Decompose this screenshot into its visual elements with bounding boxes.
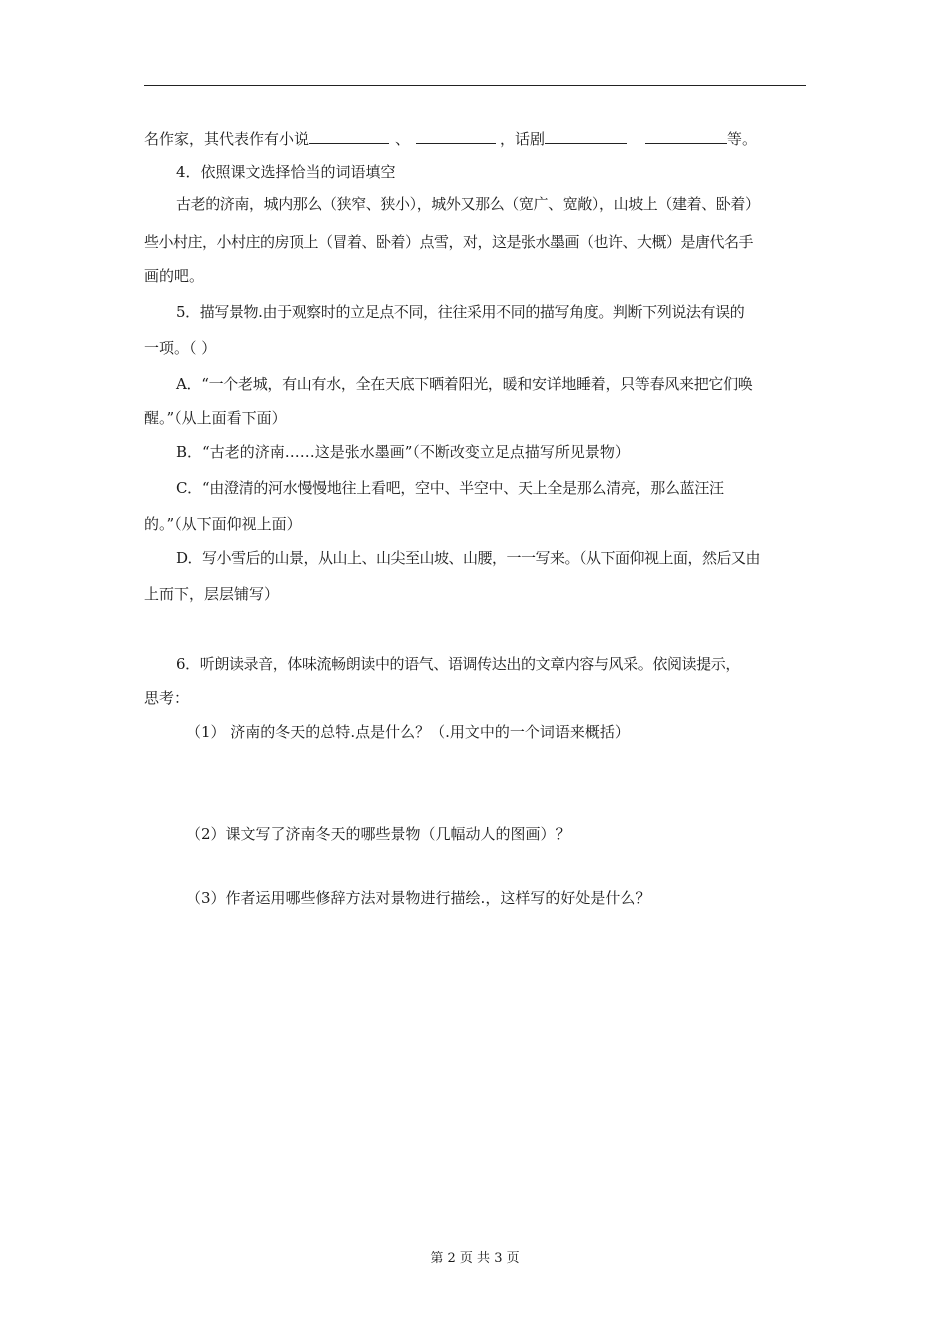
page-footer: 第 2 页 共 3 页 [430, 1251, 520, 1266]
q5-option-a-line-2: 醒。”（从上面看下面） [144, 409, 287, 427]
q3-blank-3[interactable] [545, 128, 627, 144]
q5-stem-line-1: 5．描写景物.由于观察时的立足点不同，往往采用不同的描写角度。判断下列说法有误的 [176, 303, 745, 321]
q3-sep1: 、 [395, 130, 411, 148]
q3-blank-4[interactable] [645, 128, 727, 144]
q6-stem-line-2: 思考： [144, 689, 190, 707]
q4-passage-line-1: 古老的济南，城内那么（狭窄、狭小），城外又那么（宽广、宽敞），山坡上（建着、卧着） [176, 195, 760, 213]
q5-option-a-line-1: A．“一个老城，有山有水，全在天底下晒着阳光，暖和安详地睡着，只等春风来把它们唤 [176, 375, 753, 393]
q3-continued-line [144, 128, 757, 149]
q5-stem-line-2: 一项。（ ） [144, 339, 217, 357]
header-rule [144, 85, 806, 86]
q5-option-c-line-1: C．“由澄清的河水慢慢地往上看吧，空中、半空中、天上全是那么清亮，那么蓝汪汪 [176, 479, 724, 497]
q3-blank-2[interactable] [416, 128, 496, 144]
q5-option-d-line-1: D．写小雪后的山景，从山上、山尖至山坡、山腰，一一写来。（从下面仰视上面，然后又由 [176, 549, 761, 567]
q5-option-b: B．“古老的济南……这是张水墨画”（不断改变立足点描写所见景物） [176, 443, 630, 461]
q5-option-d-line-2: 上而下，层层铺写） [144, 585, 280, 603]
q6-sub-question-1: （1） 济南的冬天的总特.点是什么？（.用文中的一个词语来概括） [186, 723, 630, 741]
q6-sub-question-2: （2）课文写了济南冬天的哪些景物（几幅动人的图画）？ [186, 825, 571, 843]
q3-sep2: ，话剧 [500, 130, 546, 148]
q4-heading: 4．依照课文选择恰当的词语填空 [176, 163, 396, 181]
q3-blank-1[interactable] [309, 128, 389, 144]
q6-stem-line-1: 6．听朗读录音，体味流畅朗读中的语气、语调传达出的文章内容与风采。依阅读提示， [176, 655, 740, 673]
q4-passage-line-3: 画的吧。 [144, 267, 205, 285]
q3-suffix: 等。 [727, 130, 758, 148]
q4-passage-line-2: 些小村庄，小村庄的房顶上（冒着、卧着）点雪，对，这是张水墨画（也许、大概）是唐代名手 [144, 233, 754, 251]
q3-prefix: 名作家，其代表作有小说 [144, 130, 310, 148]
q5-option-c-line-2: 的。”（从下面仰视上面） [144, 515, 302, 533]
q6-sub-question-3: （3）作者运用哪些修辞方法对景物进行描绘.，这样写的好处是什么？ [186, 889, 651, 907]
